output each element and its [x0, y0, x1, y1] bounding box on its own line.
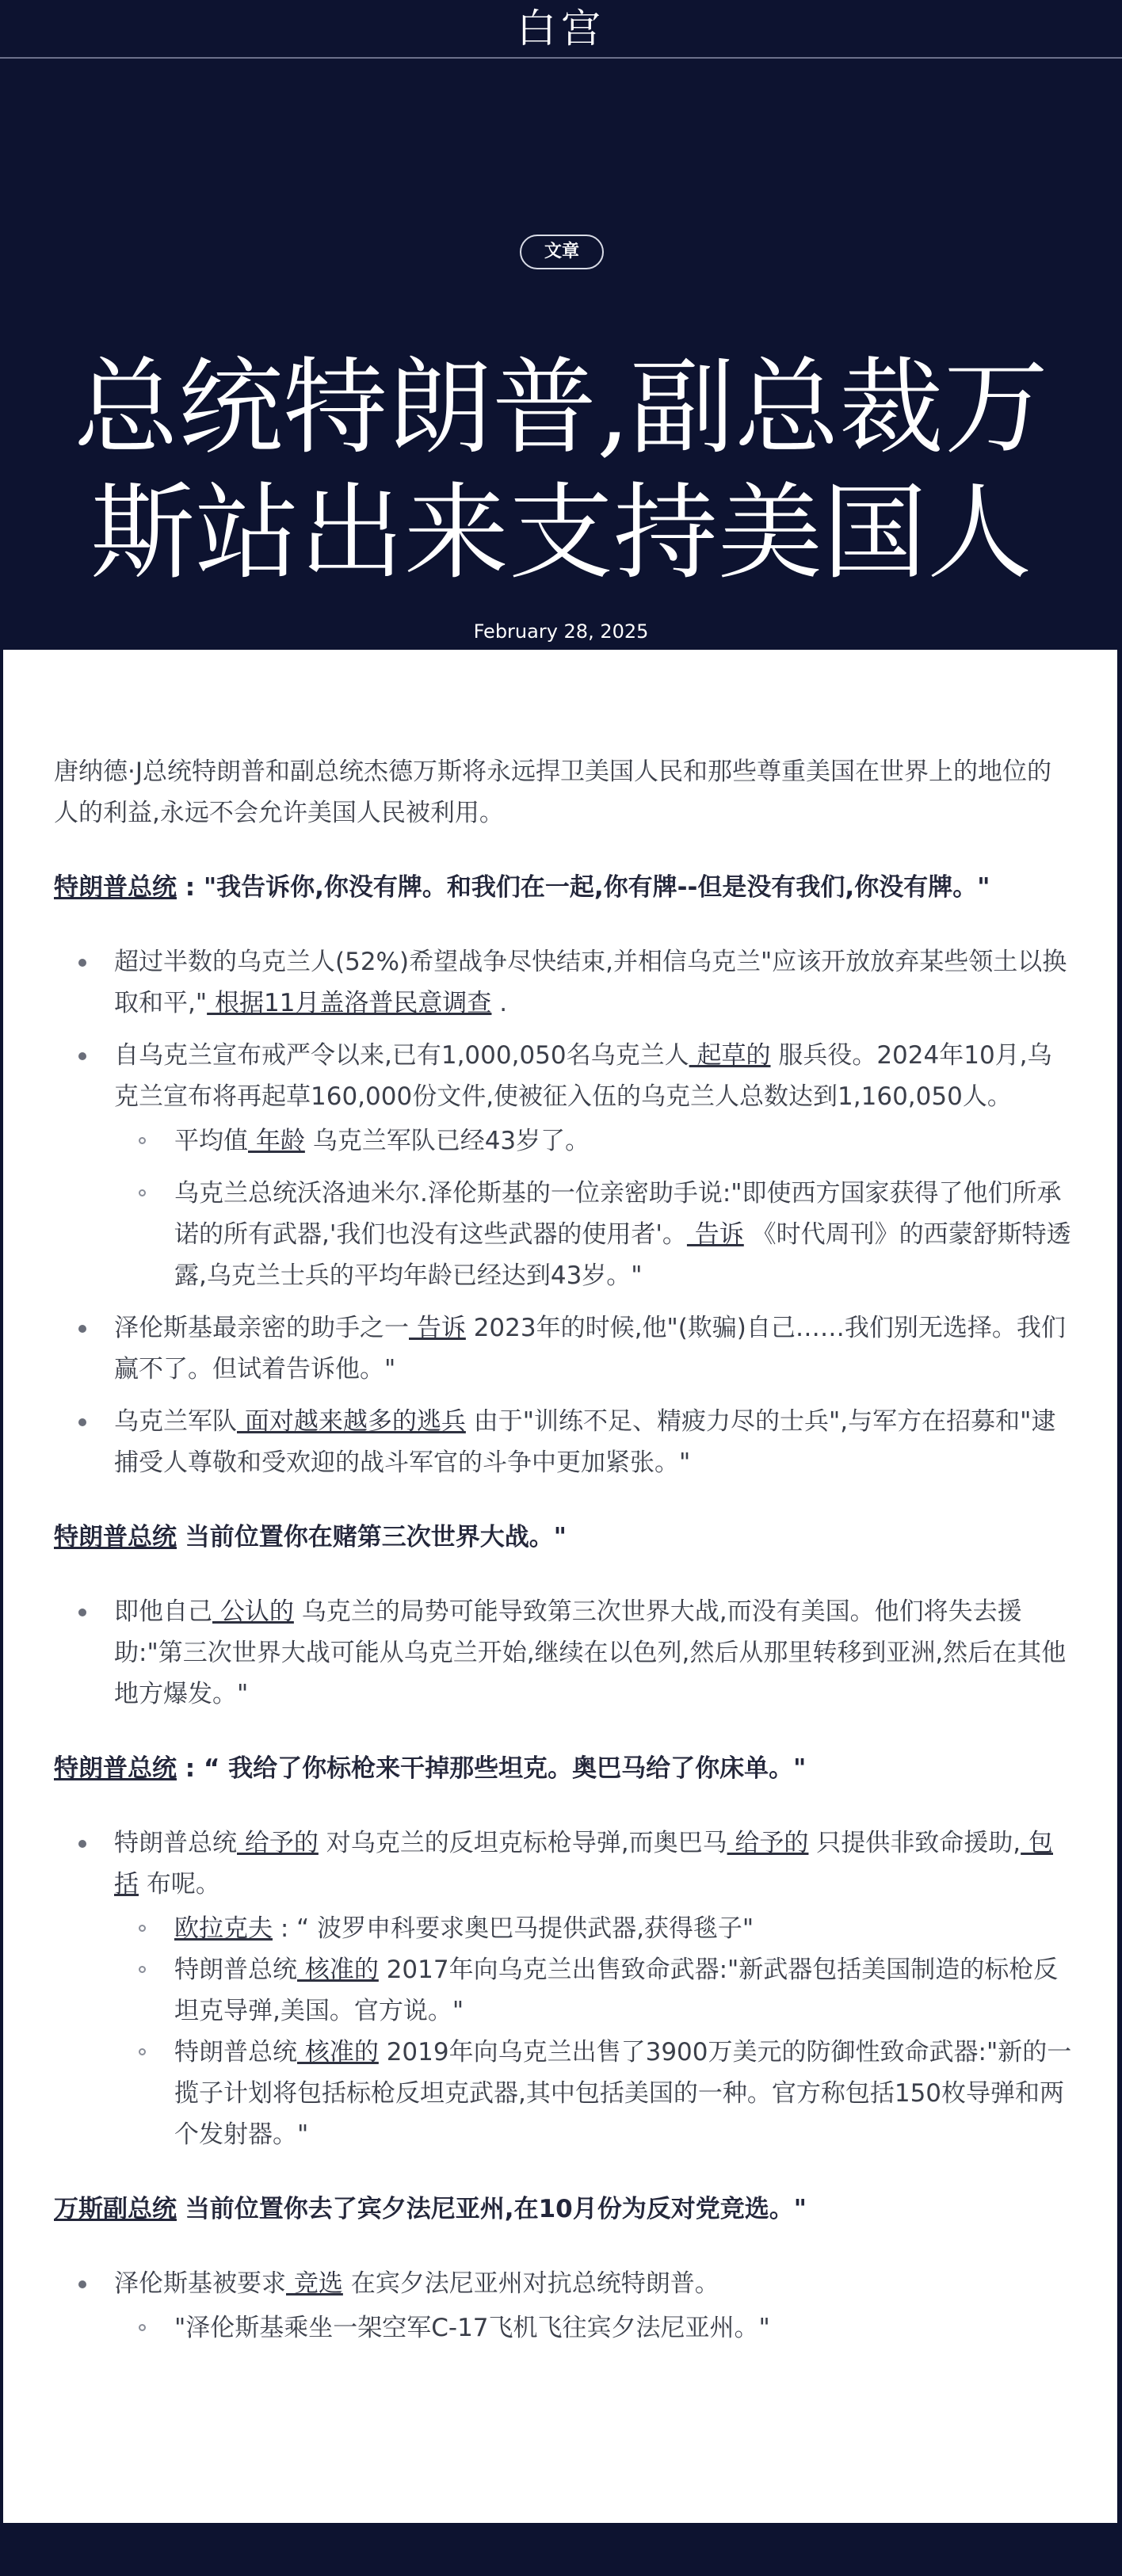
- list-item: [54, 2263, 1073, 2349]
- lead-paragraph: 唐纳德·J总统特朗普和副总统杰德万斯将永远捍卫美国人民和那些尊重美国在世界上的地位的人的利益,永远不会允许美国人民被利用。: [54, 758, 1051, 827]
- sub-list-item: [114, 1173, 1073, 1296]
- sub-list: [114, 2307, 1073, 2349]
- campaign-link[interactable]: 竞选: [286, 2269, 343, 2298]
- section-heading-3: [54, 1748, 1073, 1789]
- item-text: 平均值: [174, 1127, 248, 1155]
- including-link[interactable]: 包括: [114, 1829, 1054, 1899]
- speaker-quote: 当前位置你去了宾夕法尼亚州,在10月份为反对党竞选。": [177, 2195, 807, 2223]
- sub-list-item: [114, 1908, 1073, 1949]
- bullet-list-4: [54, 2263, 1073, 2349]
- speaker-quote: : “ 我给了你标枪来干掉那些坦克。奥巴马给了你床单。": [177, 1754, 807, 1783]
- footer-bar: [0, 2523, 1122, 2576]
- sub-list-item: [114, 1949, 1073, 2032]
- age-link[interactable]: 年龄: [248, 1127, 305, 1155]
- admitted-link[interactable]: 公认的: [212, 1597, 294, 1626]
- approved-link[interactable]: 核准的: [297, 1956, 379, 1984]
- list-item: [54, 1307, 1073, 1390]
- list-item: [54, 941, 1073, 1024]
- site-header: [0, 0, 1122, 59]
- item-text: 即他自己: [114, 1597, 212, 1626]
- speaker-label: 万斯副总统: [54, 2195, 177, 2223]
- section-heading-2: [54, 1517, 1073, 1558]
- site-title[interactable]: 白宫: [517, 6, 605, 52]
- speaker-label: 特朗普总统: [54, 1523, 177, 1551]
- item-text: 乌克兰总统沃洛迪米尔.泽伦斯基的一位亲密助手说:"即使西方国家获得了他们所承诺的所有武器,'我们也没有这些武器的使用者'。: [174, 1179, 1062, 1249]
- section-heading-4: [54, 2189, 1073, 2230]
- item-text: 超过半数的乌克兰人(52%)希望战争尽快结束,并相信乌克兰"应该开放放弃某些领土以换取和平,": [114, 948, 1067, 1017]
- speaker-quote: 当前位置你在赌第三次世界大战。": [177, 1523, 567, 1551]
- sub-list: [114, 1908, 1073, 2155]
- page-title: 总统特朗普,副总裁万斯站出来支持美国人: [74, 347, 1048, 594]
- item-text: 泽伦斯基被要求: [114, 2269, 286, 2298]
- item-text: 在宾夕法尼亚州对抗总统特朗普。: [342, 2269, 719, 2298]
- approved-link[interactable]: 核准的: [297, 2038, 379, 2067]
- bullet-list-1: [54, 941, 1073, 1483]
- told-link[interactable]: 告诉: [409, 1314, 466, 1342]
- item-text: 特朗普总统: [174, 2038, 297, 2067]
- item-text: 只提供非致命援助,: [808, 1829, 1021, 1857]
- item-text: 由于"训练不足、精疲力尽的士兵",与军方在招募和"逮捕受人尊敬和受欢迎的战斗军官的斗争中更加紧张。": [114, 1407, 1056, 1477]
- article-body: [2, 650, 1119, 2523]
- drafted-link[interactable]: 起草的: [689, 1041, 771, 1070]
- bullet-list-3: [54, 1822, 1073, 2155]
- item-text: 2019年向乌克兰出售了3900万美元的防御性致命武器:"新的一揽子计划将包括标枪反坦克武器,其中包括美国的一种。官方称包括150枚导弹和两个发射器。": [174, 2038, 1072, 2149]
- item-text: 乌克兰军队: [114, 1407, 237, 1436]
- item-text: "泽伦斯基乘坐一架空军C-17飞机飞往宾夕法尼亚州。": [174, 2314, 770, 2342]
- told-link[interactable]: 告诉: [686, 1220, 744, 1249]
- item-text: 对乌克兰的反坦克标枪导弹,而奥巴马: [318, 1829, 727, 1857]
- item-text: 布呢。: [139, 1870, 220, 1899]
- item-text: 服兵役。2024年10月,乌克兰宣布将再起草160,000份文件,使被征入伍的乌克兰人总数达到1,160,050人。: [114, 1041, 1052, 1111]
- speaker-label: 特朗普总统: [54, 873, 177, 902]
- sub-list: [114, 1120, 1073, 1296]
- item-text: 特朗普总统: [114, 1829, 237, 1857]
- item-text: 乌克兰的局势可能导致第三次世界大战,而没有美国。他们将失去援助:"第三次世界大战可能从乌克兰开始,继续在以色列,然后从那里转移到亚洲,然后在其他地方爆发。": [114, 1597, 1067, 1708]
- gallup-poll-link[interactable]: 根据11月盖洛普民意调查: [207, 989, 492, 1017]
- gave-link[interactable]: 给予的: [727, 1829, 809, 1857]
- item-text: 自乌克兰宣布戒严令以来,已有1,000,050名乌克兰人: [114, 1041, 689, 1070]
- article-tag[interactable]: 文章: [520, 235, 604, 269]
- speaker-quote: : "我告诉你,你没有牌。和我们在一起,你有牌--但是没有我们,你没有牌。": [177, 873, 990, 902]
- item-text: .: [491, 989, 508, 1017]
- gave-link[interactable]: 给予的: [237, 1829, 319, 1857]
- deserters-link[interactable]: 面对越来越多的逃兵: [237, 1407, 466, 1436]
- item-text: 泽伦斯基最亲密的助手之一: [114, 1314, 409, 1342]
- sub-list-item: [114, 2307, 1073, 2349]
- list-item: [54, 1822, 1073, 2155]
- sub-list-item: [114, 2032, 1073, 2155]
- item-text: 2023年的时候,他"(欺骗)自己……我们别无选择。我们赢不了。但试着告诉他。": [114, 1314, 1066, 1383]
- item-text: 乌克兰军队已经43岁了。: [304, 1127, 590, 1155]
- section-heading-1: [54, 867, 1073, 908]
- item-text: 2017年向乌克兰出售致命武器:"新武器包括美国制造的标枪反坦克导弹,美国。官方说。": [174, 1956, 1059, 2025]
- source-link[interactable]: 欧拉克夫: [174, 1914, 273, 1943]
- publish-date: February 28, 2025: [473, 620, 649, 643]
- sub-list-item: [114, 1120, 1073, 1162]
- list-item: [54, 1591, 1073, 1715]
- item-text: 《时代周刊》的西蒙舒斯特透露,乌克兰士兵的平均年龄已经达到43岁。": [174, 1220, 1071, 1290]
- hero: [0, 59, 1122, 650]
- bullet-list-2: [54, 1591, 1073, 1715]
- item-text: 特朗普总统: [174, 1956, 297, 1984]
- speaker-label: 特朗普总统: [54, 1754, 177, 1783]
- list-item: [54, 1401, 1073, 1483]
- item-text: : “ 波罗申科要求奥巴马提供武器,获得毯子": [273, 1914, 754, 1943]
- list-item: [54, 1035, 1073, 1296]
